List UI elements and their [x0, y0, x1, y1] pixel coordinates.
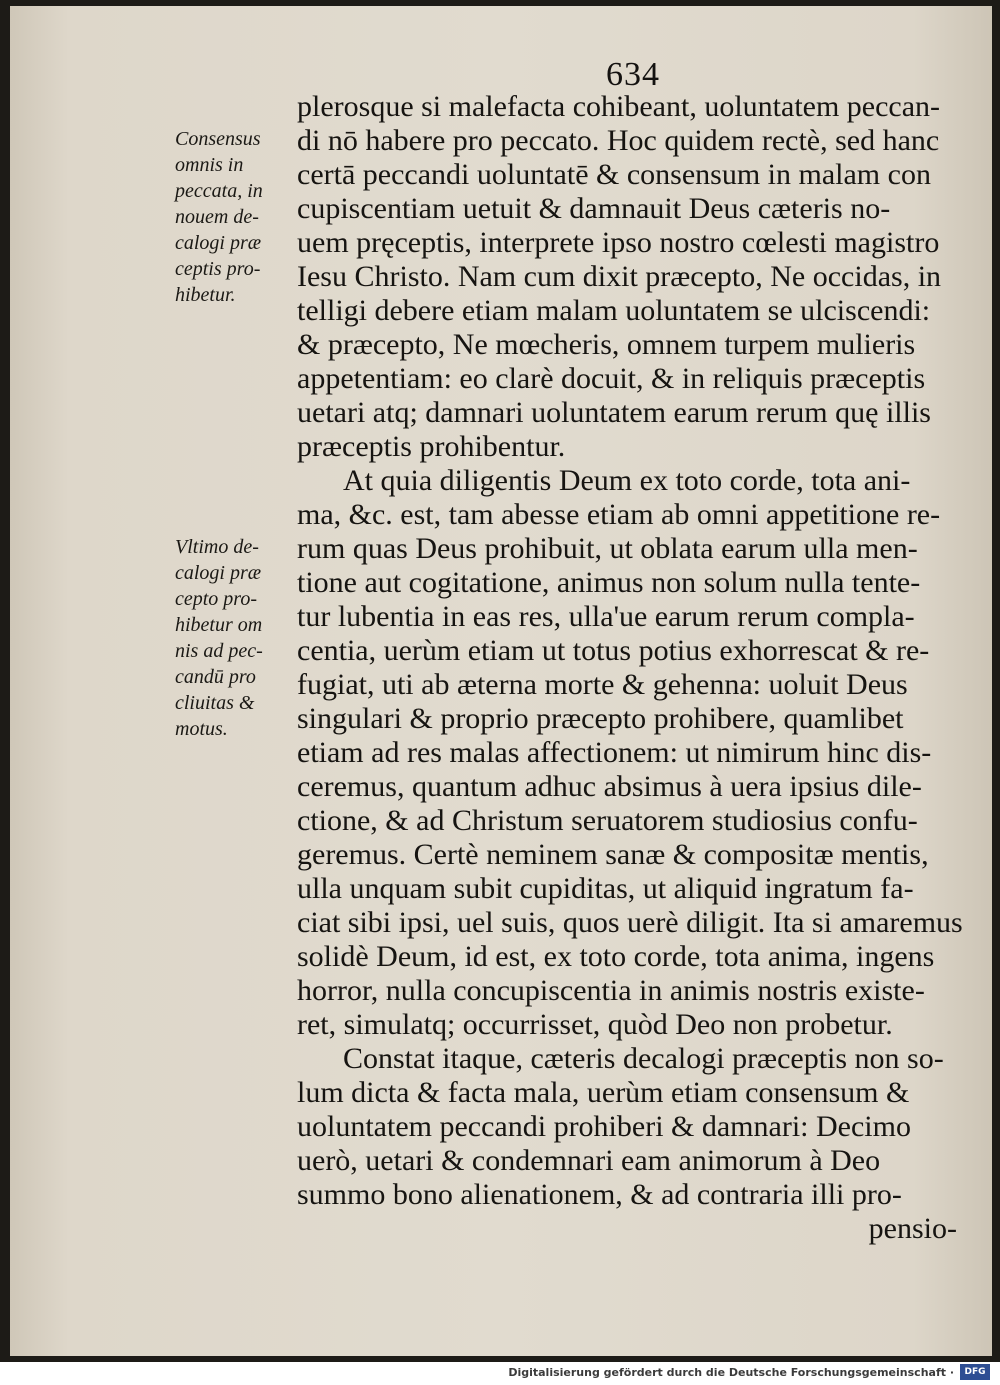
- text-line: solidè Deum, id est, ex toto corde, tota anima, ingens: [297, 940, 935, 973]
- text-line: certā peccandi uoluntatē & consensum in malam con: [297, 158, 931, 191]
- text-line: tione aut cogitatione, animus non solum nulla tente-: [297, 566, 921, 599]
- text-line: ma, &c. est, tam abesse etiam ab omni appetitione re-: [297, 498, 941, 531]
- text-line: præceptis prohibentur.: [297, 430, 566, 463]
- catchword: pensio-: [868, 1212, 957, 1245]
- margin-note-line: cliuitas &: [175, 692, 255, 714]
- text-line: uerò, uetari & condemnari eam animorum à Deo: [297, 1144, 881, 1177]
- text-line: ceremus, quantum adhuc absimus à uera ipsius dile-: [297, 770, 922, 803]
- text-line: uoluntatem peccandi prohiberi & damnari: Decimo: [297, 1110, 911, 1143]
- text-line: rum quas Deus prohibuit, ut oblata earum ulla men-: [297, 532, 918, 565]
- book-page: [10, 6, 992, 1356]
- funding-credit: Digitalisierung gefördert durch die Deutsche Forschungsgemeinschaft ·: [508, 1366, 954, 1379]
- margin-note-line: hibetur om: [175, 614, 263, 636]
- margin-note-line: motus.: [175, 718, 228, 740]
- text-line: uetari atq; damnari uoluntatem earum rerum quę illis: [297, 396, 931, 429]
- text-line: ciat sibi ipsi, uel suis, quos uerè diligit. Ita si amaremus: [297, 906, 963, 939]
- text-line: di nō habere pro peccato. Hoc quidem rectè, sed hanc: [297, 124, 940, 157]
- text-line: appetentiam: eo clarè docuit, & in reliquis præceptis: [297, 362, 926, 395]
- text-line: uem pręceptis, interprete ipso nostro cœlesti magistro: [297, 226, 940, 259]
- margin-note-line: peccata, in: [175, 180, 263, 202]
- page-number: 634: [606, 56, 660, 93]
- margin-note-line: omnis in: [175, 154, 244, 176]
- text-line: telligi debere etiam malam uoluntatem se ulciscendi:: [297, 294, 931, 327]
- text-line: ulla unquam subit cupiditas, ut aliquid ingratum fa-: [297, 872, 914, 905]
- margin-note-line: nis ad pec-: [175, 640, 263, 662]
- text-line: ctione, & ad Christum seruatorem studiosius confu-: [297, 804, 918, 837]
- text-line: singulari & proprio præcepto prohibere, quamlibet: [297, 702, 904, 735]
- dfg-logo: DFG: [960, 1364, 990, 1380]
- margin-note-line: calogi præ: [175, 232, 262, 254]
- footer-bar: [0, 1362, 1000, 1385]
- text-line: Constat itaque, cæteris decalogi præceptis non so-: [343, 1042, 944, 1075]
- text-line: etiam ad res malas affectionem: ut nimirum hinc dis-: [297, 736, 932, 769]
- text-line: At quia diligentis Deum ex toto corde, tota ani-: [343, 464, 911, 497]
- text-line: fugiat, uti ab æterna morte & gehenna: uoluit Deus: [297, 668, 908, 701]
- margin-note-line: Vltimo de-: [175, 536, 259, 558]
- margin-note-line: calogi præ: [175, 562, 262, 584]
- margin-note-line: candū pro: [175, 666, 256, 688]
- text-line: ret, simulatq; occurrisset, quòd Deo non probetur.: [297, 1008, 893, 1041]
- text-line: plerosque si malefacta cohibeant, uoluntatem peccan-: [297, 90, 941, 123]
- margin-note-line: nouem de-: [175, 206, 259, 228]
- text-line: summo bono alienationem, & ad contraria illi pro-: [297, 1178, 902, 1211]
- margin-note-line: Consensus: [175, 128, 261, 150]
- text-line: lum dicta & facta mala, uerùm etiam consensum &: [297, 1076, 910, 1109]
- text-line: geremus. Certè neminem sanæ & compositæ mentis,: [297, 838, 929, 871]
- text-line: horror, nulla concupiscentia in animis nostris existe-: [297, 974, 925, 1007]
- margin-note-line: cepto pro-: [175, 588, 258, 610]
- margin-note-line: ceptis pro-: [175, 258, 261, 280]
- text-line: & præcepto, Ne mœcheris, omnem turpem mulieris: [297, 328, 916, 361]
- text-line: Iesu Christo. Nam cum dixit præcepto, Ne occidas, in: [297, 260, 942, 293]
- text-line: cupiscentiam uetuit & damnauit Deus cæteris no-: [297, 192, 891, 225]
- text-line: tur lubentia in eas res, ulla'ue earum rerum compla-: [297, 600, 915, 633]
- text-line: centia, uerùm etiam ut totus potius exhorrescat & re-: [297, 634, 930, 667]
- margin-note-line: hibetur.: [175, 284, 236, 306]
